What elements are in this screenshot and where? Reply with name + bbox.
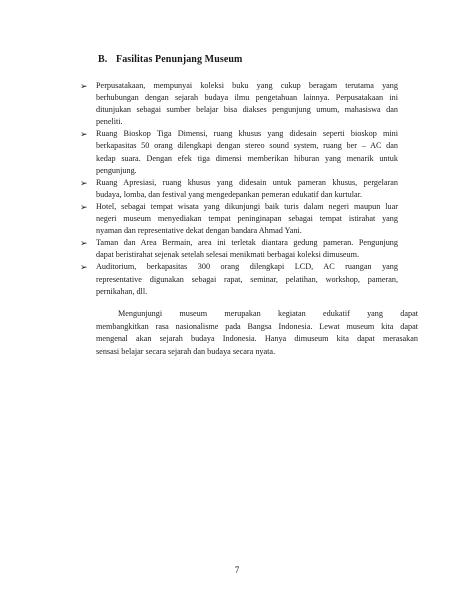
closing-paragraph: [96, 308, 418, 358]
facility-item: [78, 261, 398, 297]
text-line: pernikahan, dll.: [96, 286, 148, 296]
text-line: nyaman dan representative dekat dengan bandara Ahmad Yani.: [96, 226, 302, 236]
text-line: Perpusatakaan, mempunyai koleksi buku yang cukup beragam terutama yang: [96, 81, 398, 90]
page-number: 7: [234, 565, 240, 575]
text-line: Taman dan Area Bermain, area ini terletak diantara gedung pameran. Pengunjung: [96, 238, 398, 248]
paragraph-line: Mengunjungi museum merupakan kegiatan edukatif yang dapat: [118, 309, 418, 318]
text-line: ditunjukan sebagai sumber belajar bisa diakses pengunjung umum, mahasiswa dan: [96, 105, 398, 115]
arrow-bullet-icon: ➢: [80, 129, 88, 140]
paragraph-line: mengenal akan sejarah budaya Indonesia. Hanya dimuseum kita dapat merasakan: [96, 334, 418, 343]
text-line: Auditorium, berkapasitas 300 orang dilengkapi LCD, AC ruangan yang: [96, 262, 398, 272]
section-number: B.: [98, 54, 108, 65]
section-title: Fasilitas Penunjang Museum: [115, 54, 243, 65]
text-line: peneliti.: [96, 117, 123, 127]
paragraph-line: membangkitkan rasa nasionalisme pada Bangsa Indonesia. Lewat museum kita dapat: [96, 321, 418, 331]
facility-item: [78, 128, 398, 176]
facility-item: [78, 237, 398, 261]
text-line: negeri museum menyediakan tempat peninginapan sebagai tempat istirahat yang: [96, 214, 398, 224]
text-line: Hotel, sebagai tempat wisata yang dikunjungi baik turis dalam negeri maupun luar: [96, 201, 398, 211]
facility-list: [78, 80, 398, 298]
paragraph-line: sensasi belajar secara sejarah dan budaya secara nyata.: [96, 346, 276, 356]
text-line: dapat beristirahat sejenak setelah selesai menikmati berbagai koleksi dimuseum.: [96, 250, 360, 260]
text-line: representative digunakan sebagai rapat, seminar, pelatihan, workshop, pameran,: [96, 274, 398, 284]
facility-item: [78, 177, 398, 201]
arrow-bullet-icon: ➢: [80, 177, 88, 188]
arrow-bullet-icon: ➢: [80, 81, 88, 91]
text-line: berkapasitas 50 orang dilengkapi dengan stereo sound system, ruang ber – AC dan: [96, 141, 398, 151]
arrow-bullet-icon: ➢: [80, 238, 88, 249]
arrow-bullet-icon: ➢: [80, 262, 88, 273]
text-line: Ruang Bioskop Tiga Dimensi, ruang khusus yang didesain seperti bioskop mini: [96, 129, 398, 139]
facility-item: [78, 80, 398, 128]
text-line: budaya, lomba, dan festival yang mengedepankan pemeran edukatif dan kurtular.: [96, 189, 362, 199]
facility-item: [78, 201, 398, 237]
arrow-bullet-icon: ➢: [80, 201, 88, 212]
text-line: berhubungan dengan sejarah budaya ilmu pengetahuan lainnya. Perpusatakaan ini: [96, 93, 398, 103]
text-line: kedap suara. Dengan efek tiga dimensi memberikan hiburan yang menarik untuk: [96, 153, 398, 163]
text-line: Ruang Apresiasi, ruang khusus yang didesain untuk pameran khusus, pergelaran: [96, 177, 398, 187]
text-line: pengunjung.: [96, 165, 137, 175]
section-heading: [98, 54, 243, 65]
